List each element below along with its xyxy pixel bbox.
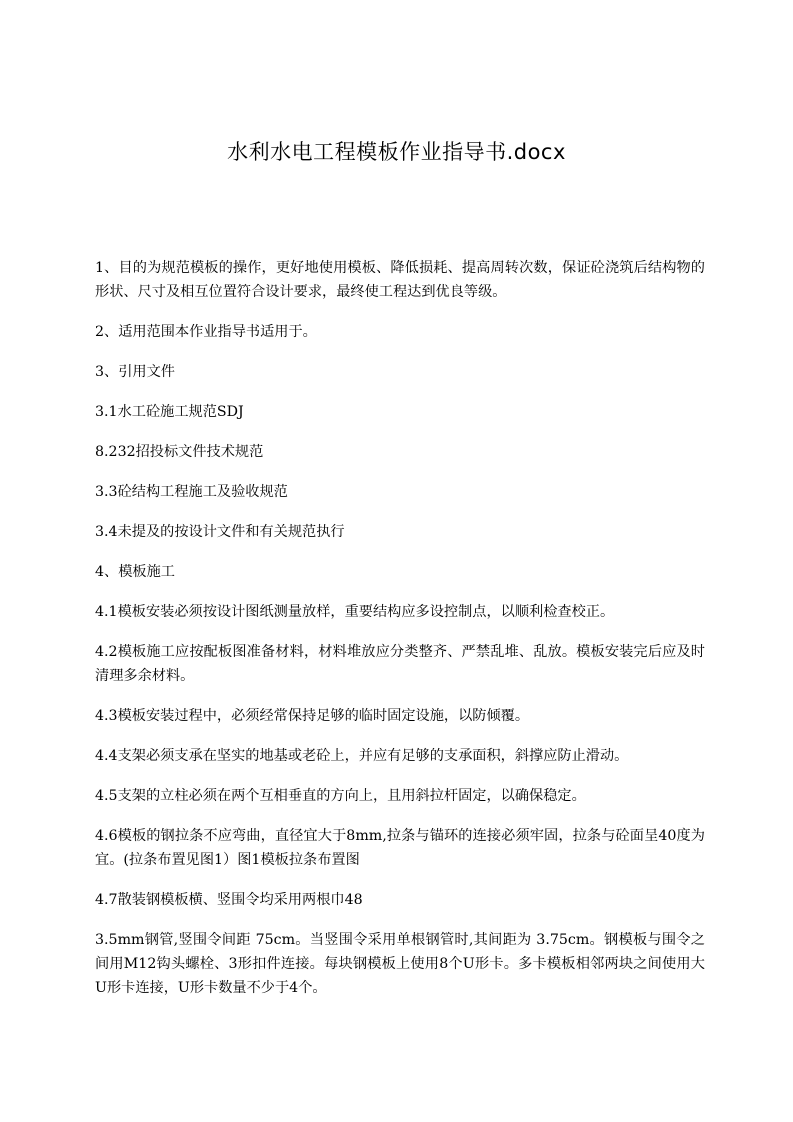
paragraph-formwork-heading: 4、模板施工 bbox=[95, 564, 175, 580]
paragraph-4-6: 4.6模板的钢拉条不应弯曲，直径宜大于8mm,拉条与锚环的连接必须牢固，拉条与砼面呈40度为宜。(拉条布置见图1）图1模板拉条布置图 bbox=[95, 828, 705, 868]
document-body bbox=[95, 256, 705, 1016]
paragraph-4-5: 4.5支架的立柱必须在两个互相垂直的方向上，且用斜拉杆固定，以确保稳定。 bbox=[95, 788, 586, 804]
paragraph-reference-3-4: 3.4未提及的按设计文件和有关规范执行 bbox=[95, 524, 345, 540]
paragraph-reference-3-1: 3.1水工砼施工规范SDJ bbox=[95, 404, 244, 420]
paragraph-scope: 2、适用范围本作业指导书适用于。 bbox=[95, 324, 317, 340]
paragraph-4-7: 4.7散装钢模板横、竖围令均采用两根巾48 bbox=[95, 892, 363, 908]
paragraph-references-heading: 3、引用文件 bbox=[95, 364, 175, 380]
paragraph-4-2: 4.2模板施工应按配板图准备材料，材料堆放应分类整齐、严禁乱堆、乱放。模板安装完后应及时清理多余材料。 bbox=[95, 644, 705, 684]
document-title: 水利水电工程模板作业指导书.docx bbox=[227, 140, 566, 164]
paragraph-4-4: 4.4支架必须支承在坚实的地基或老砼上，并应有足够的支承面积，斜撑应防止滑动。 bbox=[95, 748, 629, 764]
paragraph-4-1: 4.1模板安装必须按设计图纸测量放样，重要结构应多设控制点，以顺利检查校正。 bbox=[95, 604, 615, 620]
paragraph-4-3: 4.3模板安装过程中，必须经常保持足够的临时固定设施，以防倾覆。 bbox=[95, 708, 530, 724]
paragraph-purpose: 1、目的为规范模板的操作，更好地使用模板、降低损耗、提高周转次数，保证砼浇筑后结构物的形状、尺寸及相互位置符合设计要求，最终使工程达到优良等级。 bbox=[95, 260, 705, 300]
paragraph-steel-pipe: 3.5mm钢管,竖围令间距 75cm。当竖围令采用单根钢管时,其间距为 3.75cm。钢模板与围令之间用M12钩头螺栓、3形扣件连接。每块钢模板上使用8个U形卡。多卡模板相邻两块之间使用大U形卡连接，U形卡数量不少于4个。 bbox=[95, 932, 705, 996]
paragraph-reference-8-232: 8.232招投标文件技术规范 bbox=[95, 444, 264, 460]
paragraph-reference-3-3: 3.3砼结构工程施工及验收规范 bbox=[95, 484, 288, 500]
